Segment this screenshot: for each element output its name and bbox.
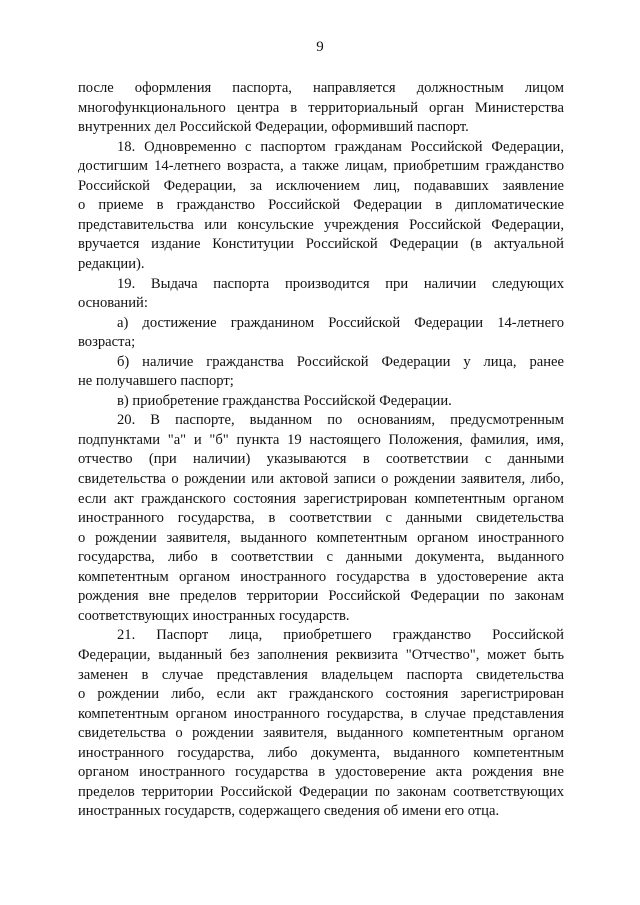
text-line: 19. Выдача паспорта производится при наличии следующих [117, 275, 564, 292]
text-line: свидетельства о рождении заявителя, выданного компетентным органом [78, 725, 564, 742]
text-line: вручается издание Конституции Российской Федерации (в актуальной [78, 236, 564, 253]
text-line: пределов территории Российской Федерации по законам соответствующих [78, 783, 564, 800]
text-line: представительства или консульские учреждения Российской Федерации, [78, 216, 564, 233]
text-line: в) приобретение гражданства Российской Федерации. [117, 392, 452, 409]
text-line: компетентным органом иностранного государства в удостоверение акта [78, 568, 564, 585]
text-line: редакции). [78, 256, 145, 272]
text-line: соответствующих иностранных государств. [78, 607, 350, 624]
text-line: иностранного государства, либо документа, выданного компетентным [78, 744, 564, 761]
text-line: если акт гражданского состояния зарегистрирован компетентным органом [78, 490, 564, 507]
text-line: рождения вне пределов территории Российской Федерации по законам [78, 588, 564, 605]
text-line: о приеме в гражданство Российской Федерации в дипломатические [78, 197, 564, 214]
text-line: отчество (при наличии) указываются в соответствии с данными [78, 451, 564, 468]
text-line: б) наличие гражданства Российской Федерации у лица, ранее [117, 353, 564, 370]
text-line: 20. В паспорте, выданном по основаниям, предусмотренным [117, 412, 564, 429]
text-line: возраста; [78, 334, 136, 351]
text-line: подпунктами "а" и "б" пункта 19 настоящего Положения, фамилия, имя, [78, 431, 564, 448]
text-line: иностранных государств, содержащего сведения об имени его отца. [78, 803, 500, 820]
text-line: Федерации, выданный без заполнения реквизита "Отчество", может быть [78, 647, 564, 663]
text-line: многофункционального центра в территориальный орган Министерства [78, 99, 564, 116]
text-line: о рождении либо, если акт гражданского состояния зарегистрирован [78, 686, 564, 703]
text-line: компетентным органом иностранного государства, в случае представления [78, 705, 564, 722]
page-number: 9 [316, 39, 324, 55]
text-line: 21. Паспорт лица, приобретшего гражданство Российской [117, 627, 564, 644]
text-line: после оформления паспорта, направляется должностным лицом [78, 80, 564, 96]
text-line: государства, либо в соответствии с данными документа, выданного [78, 549, 564, 566]
text-line: Российской Федерации, за исключением лиц, подававших заявление [78, 177, 564, 194]
text-line: не получавшего паспорт; [78, 373, 234, 390]
text-line: внутренних дел Российской Федерации, оформивший паспорт. [78, 119, 469, 136]
text-line: 18. Одновременно с паспортом гражданам Российской Федерации, [117, 138, 564, 155]
text-line: органом иностранного государства в удостоверение акта рождения вне [78, 764, 564, 781]
text-line: заменен в случае представления владельцем паспорта свидетельства [78, 666, 564, 683]
text-line: оснований: [78, 295, 148, 312]
text-line: иностранного государства, в соответствии с данными свидетельства [78, 510, 564, 527]
text-line: а) достижение гражданином Российской Федерации 14-летнего [117, 314, 564, 331]
text-line: достигшим 14-летнего возраста, а также лицам, приобретшим гражданство [78, 158, 564, 175]
text-line: свидетельства о рождении или актовой записи о рождении заявителя, либо, [78, 471, 564, 487]
text-line: о рождении заявителя, выданного компетентным органом иностранного [78, 529, 564, 546]
